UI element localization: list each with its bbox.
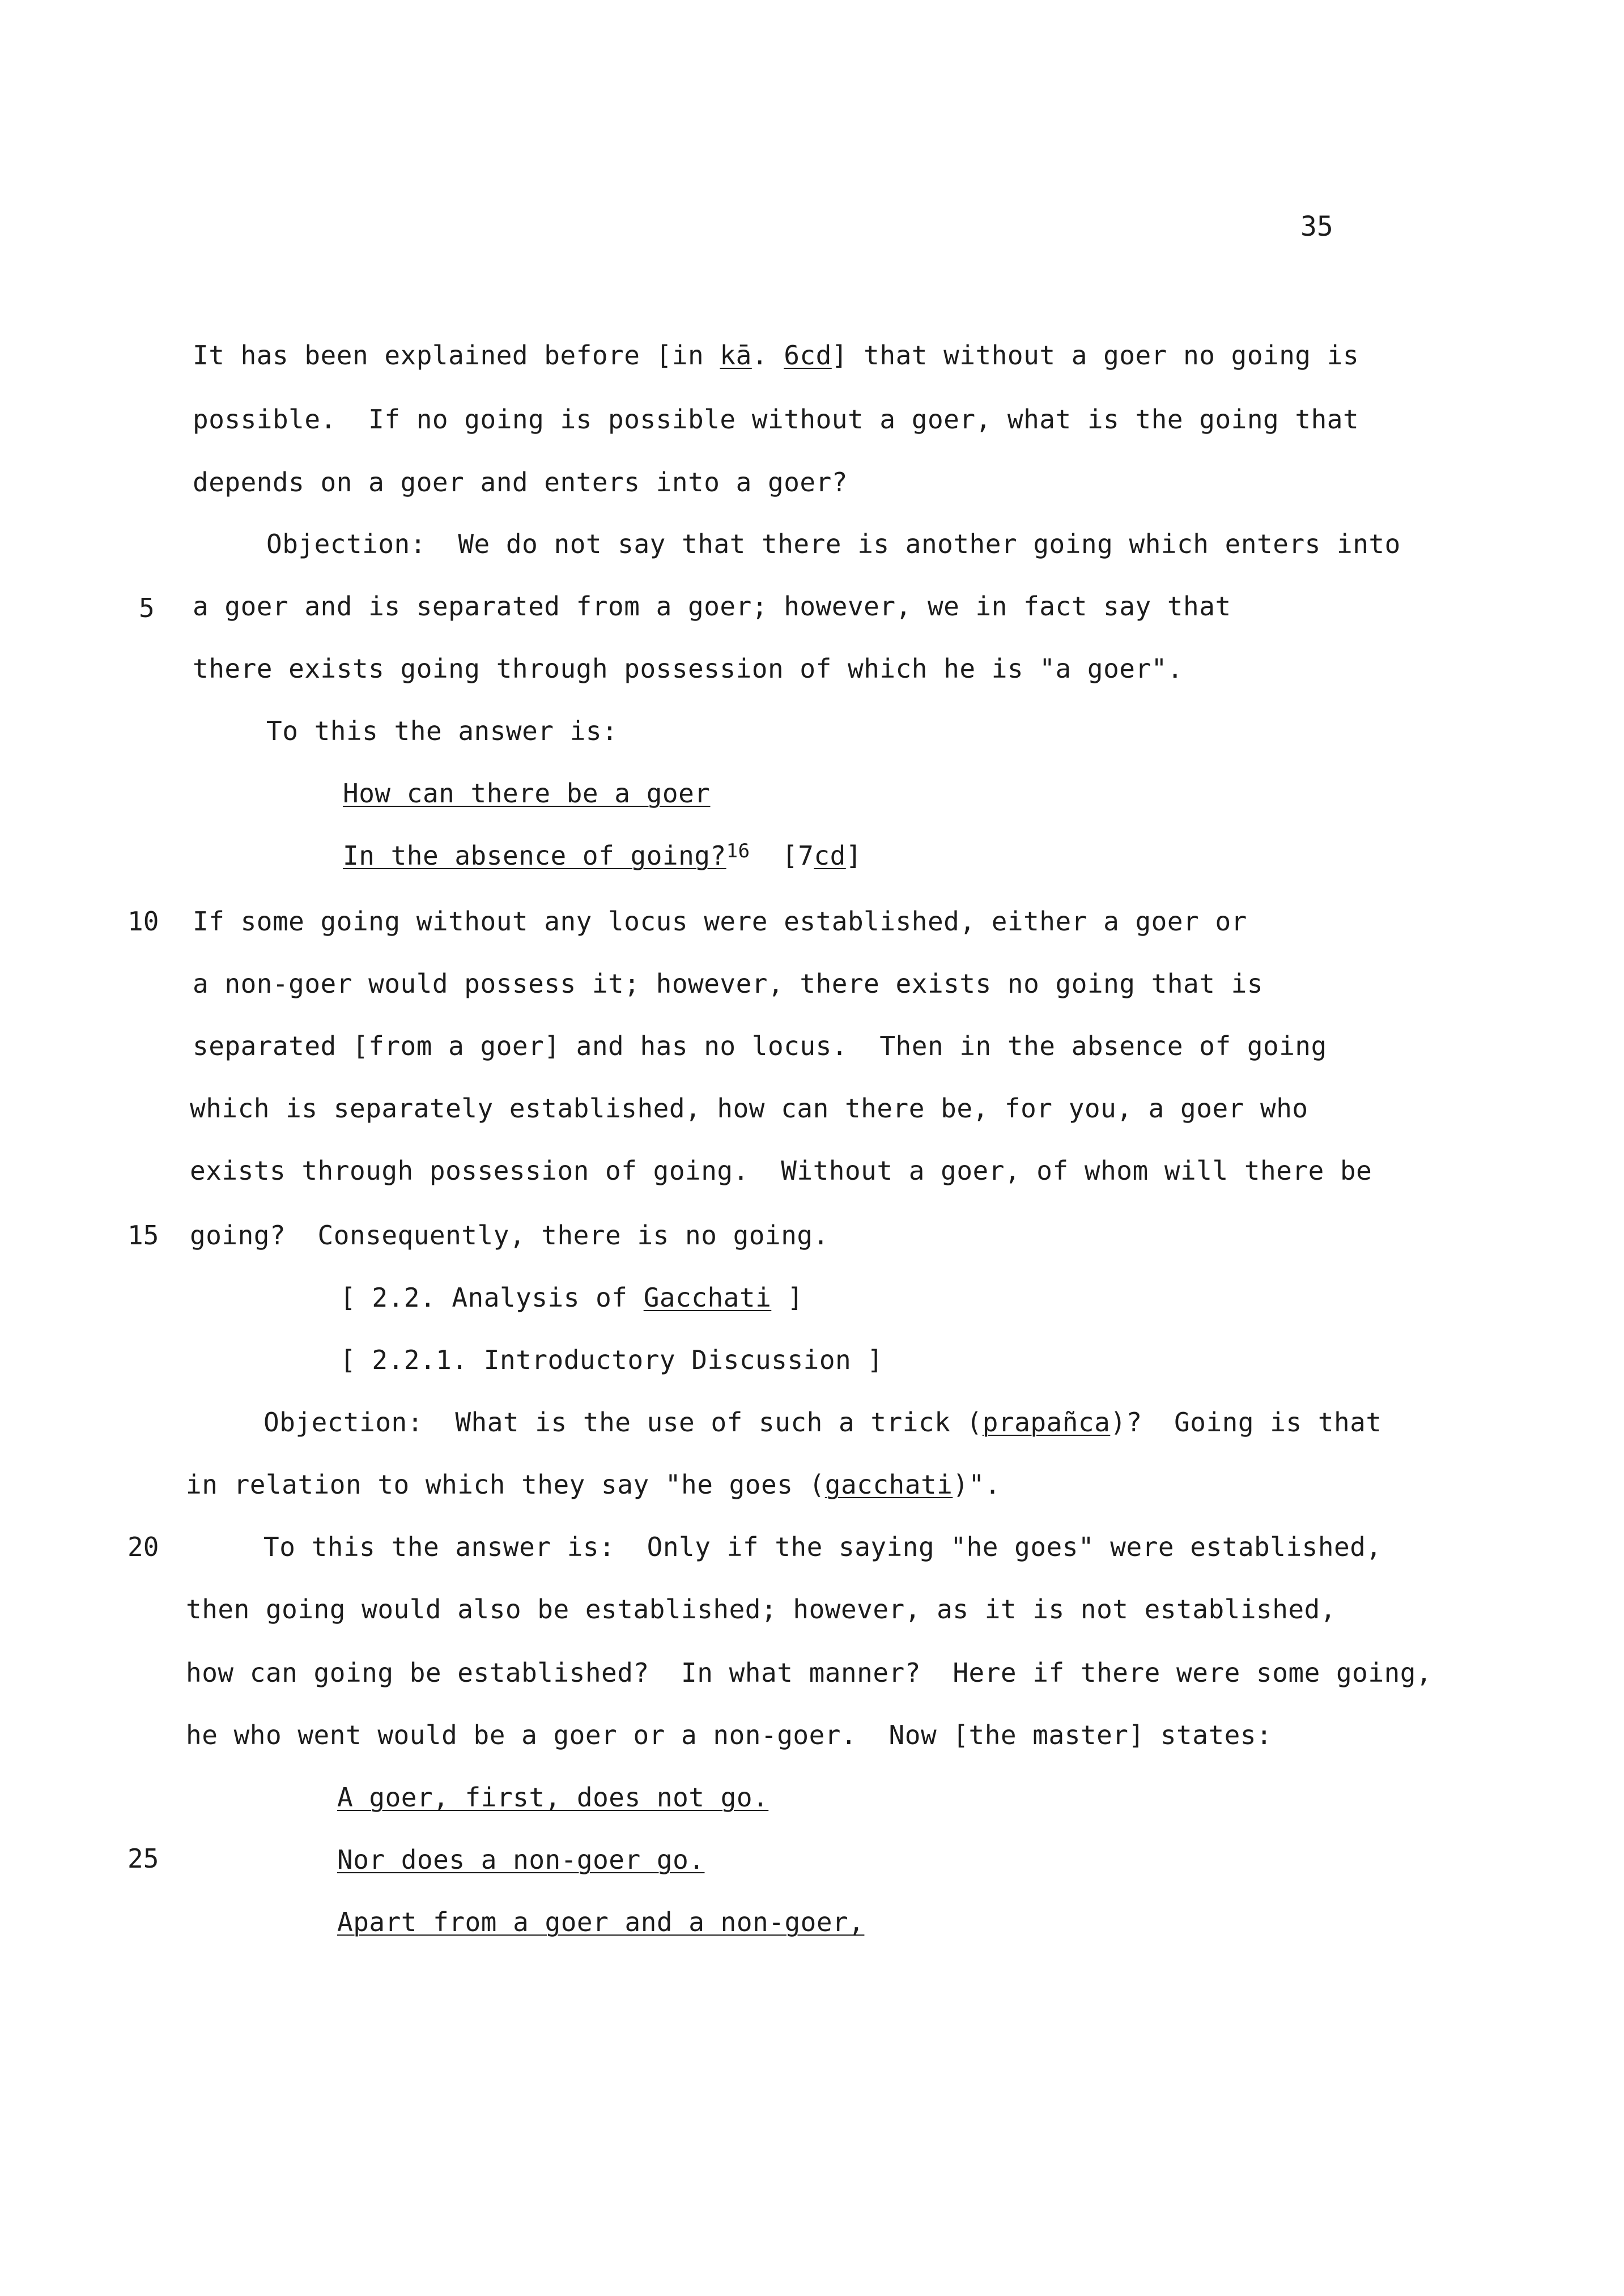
text-segment: . [751,340,784,371]
verse-line-5 [337,1905,864,1939]
page-number: 35 [1300,211,1333,243]
verse-line-3 [337,1780,768,1814]
section-heading-2-2-1: [ 2.2.1. Introductory Discussion ] [340,1345,883,1375]
text-line-1 [193,338,1359,372]
text-segment: ] that without a goer no going is [831,340,1359,371]
text-line-22: how can going be established? In what manner? Here if there were some going, [186,1657,1432,1688]
text-segment: [ 2.2. Analysis of [340,1282,644,1313]
verse-text: Apart from a goer and a non-goer, [337,1907,865,1937]
text-segment: Objection: What is the use of such a trick ( [263,1407,983,1438]
line-number-20: 20 [127,1532,159,1562]
text-line-20: To this the answer is: Only if the saying "he goes" were established, [263,1532,1382,1562]
footnote-marker: 16 [726,840,750,862]
text-line-21: then going would also be established; however, as it is not established, [186,1594,1336,1625]
text-line-18 [263,1405,1382,1439]
text-line-2: possible. If no going is possible without a goer, what is the going that [193,404,1359,435]
verse-text: In the absence of going? [343,840,726,871]
text-segment: )". [953,1469,1001,1500]
text-line-6: there exists going through possession of which he is "a goer". [193,653,1184,684]
text-line-23: he who went would be a goer or a non-goer. Now [the master] states: [186,1720,1273,1750]
text-line-3: depends on a goer and enters into a goer? [193,467,848,498]
text-segment: )? Going is that [1110,1407,1382,1438]
line-number-10: 10 [127,906,159,937]
line-number-5: 5 [139,593,155,623]
sanskrit-term: gacchati [824,1469,953,1500]
text-line-15: going? Consequently, there is no going. [190,1220,829,1251]
text-line-4: Objection: We do not say that there is another going which enters into [266,529,1401,559]
citation-ref: 6cd [784,340,832,371]
text-line-14: exists through possession of going. Without a goer, of whom will there be [190,1155,1372,1186]
line-number-25: 25 [127,1843,159,1874]
text-segment: ] [845,840,862,871]
verse-line-2 [343,839,862,873]
citation-ref: cd [814,840,846,871]
text-line-12: separated [from a goer] and has no locus. Then in the absence of going [193,1031,1327,1061]
text-line-13: which is separately established, how can there be, for you, a goer who [190,1093,1308,1124]
text-line-7: To this the answer is: [266,716,618,746]
verse-line-1 [343,776,710,810]
verse-text: A goer, first, does not go. [337,1782,769,1813]
citation-ka: kā [720,340,752,371]
verse-text: How can there be a goer [343,778,711,809]
verse-line-4 [337,1843,704,1877]
text-line-11: a non-goer would possess it; however, there exists no going that is [193,968,1264,999]
verse-text: Nor does a non-goer go. [337,1844,705,1875]
sanskrit-term: Gacchati [643,1282,772,1313]
sanskrit-term: prapañca [982,1407,1111,1438]
line-number-15: 15 [127,1220,159,1251]
text-segment: It has been explained before [in [193,340,720,371]
section-heading-2-2 [340,1281,804,1315]
text-line-5: a goer and is separated from a goer; however, we in fact say that [193,591,1231,622]
text-line-10: If some going without any locus were established, either a goer or [193,906,1247,937]
text-segment: ] [771,1282,804,1313]
text-segment: in relation to which they say "he goes ( [186,1469,825,1500]
text-segment: [7 [782,840,814,871]
text-line-19 [186,1468,1001,1502]
